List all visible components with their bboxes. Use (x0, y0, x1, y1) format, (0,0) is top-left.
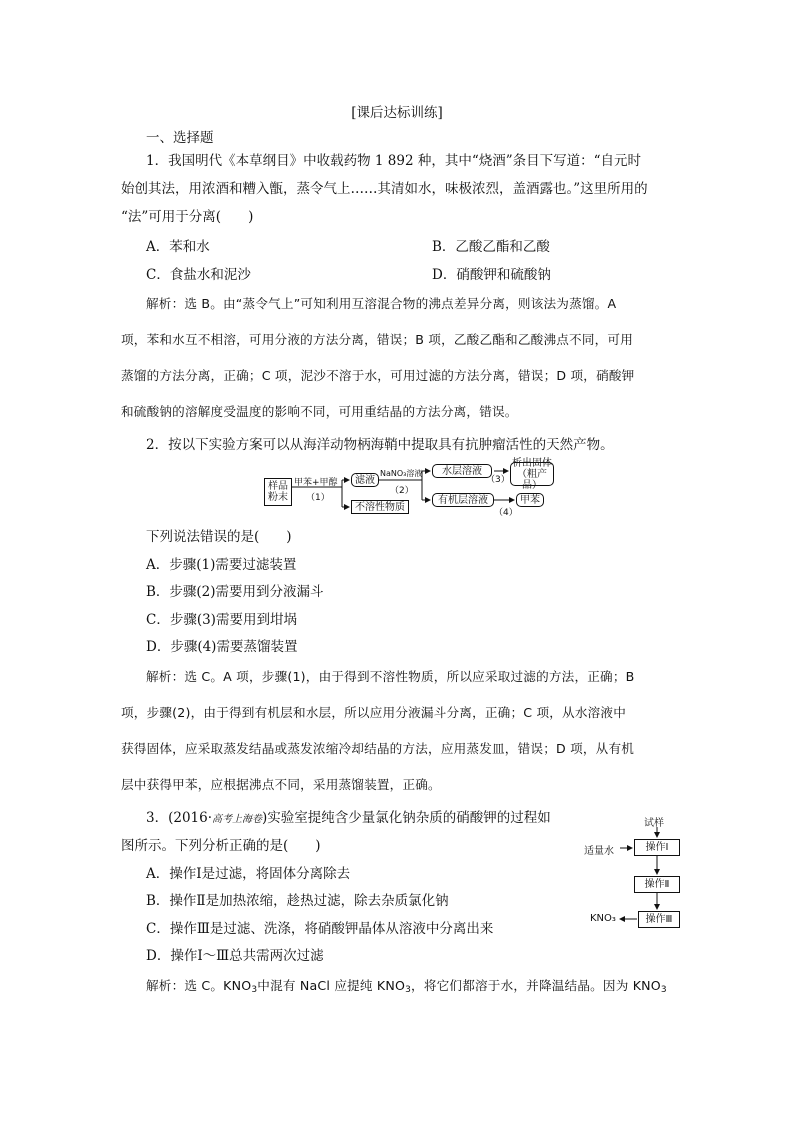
step1-label: （1） (306, 493, 330, 503)
q3-stem-line-1 (146, 806, 551, 826)
sample-label-line1: 样品 (268, 481, 288, 492)
q1-line-3: “法”可用于分离( ) (121, 209, 254, 225)
q3-prefix: 3．(2016· (146, 810, 213, 826)
toluene-box: 甲苯 (516, 493, 544, 507)
filtrate-box: 滤液 (351, 473, 379, 487)
solvent-label: 甲苯+甲醇 (294, 478, 338, 488)
q3-solution-line-1 (146, 975, 667, 995)
crude-solid-box (510, 457, 554, 491)
q1-option-d: D．硝酸钾和硫酸钠 (432, 267, 551, 283)
q1-option-b: B．乙酸乙酯和乙酸 (432, 239, 550, 255)
solid-label-line2: （粗产品） (517, 468, 547, 491)
step4-label: （4） (494, 508, 518, 518)
q3-stem-rest: )实验室提纯含少量氯化钠杂质的硝酸钾的过程如 (262, 810, 551, 826)
q3-option-a: A．操作Ⅰ是过滤，将固体分离除去 (146, 866, 351, 882)
sample-label-line2: 粉末 (268, 492, 288, 503)
water-label: 适量水 (584, 846, 614, 857)
q3-option-d: D．操作Ⅰ～Ⅲ总共需两次过滤 (146, 948, 324, 964)
q1-option-c: C．食盐水和泥沙 (146, 267, 251, 283)
q2-option-d: D．步骤(4)需要蒸馏装置 (146, 639, 298, 655)
q2-ask: 下列说法错误的是( ) (146, 529, 292, 545)
q3-sub-a: 3 (251, 985, 258, 995)
q1-line-1: 1．我国明代《本草纲目》中收载药物 1 892 种，其中“烧酒”条目下写道：“自元时 (146, 153, 642, 169)
q2-solution-line-2: 项，步骤(2)，由于得到有机层和水层，所以应用分液漏斗分离，正确；C 项，从水溶液中 (121, 705, 627, 720)
sample-powder-box (264, 478, 292, 506)
q3-source: 高考上海卷 (212, 814, 263, 825)
operation-3-box: 操作Ⅲ (638, 911, 680, 928)
q2-option-b: B．步骤(2)需要用到分液漏斗 (146, 584, 324, 600)
q2-stem: 2．按以下实验方案可以从海洋动物柄海鞘中提取具有抗肿瘤活性的天然产物。 (146, 437, 614, 453)
q3-sub-c: 3 (660, 985, 667, 995)
operation-2-box: 操作Ⅱ (634, 876, 680, 893)
step2-label: （2） (390, 486, 414, 496)
aqueous-solution-box: 水层溶液 (432, 464, 492, 478)
q3-solution-part-a: 解析：选 C。KNO (146, 978, 252, 993)
organic-solution-box: 有机层溶液 (432, 493, 494, 507)
operation-1-box: 操作Ⅰ (634, 839, 680, 856)
q1-line-2: 始创其法，用浓酒和糟入甑，蒸令气上……其清如水，味极浓烈，盖酒露也。”这里所用的 (121, 181, 648, 197)
solid-label-line1: 析出固体 (512, 457, 552, 469)
insoluble-box: 不溶性物质 (351, 500, 409, 514)
sample-label: 试样 (644, 818, 664, 829)
q1-solution-line-3: 蒸馏的方法分离，正确；C 项，泥沙不溶于水，可用过滤的方法分离，错误；D 项，硝酸钾 (121, 368, 635, 383)
q3-flow-diagram (582, 812, 692, 934)
q3-option-c: C．操作Ⅲ是过滤、洗涤，将硝酸钾晶体从溶液中分离出来 (146, 921, 494, 937)
q1-solution-line-4: 和硫酸钠的溶解度受温度的影响不同，可用重结晶的方法分离，错误。 (121, 404, 518, 419)
q2-solution-line-1: 解析：选 C。A 项，步骤(1)，由于得到不溶性物质，所以应采取过滤的方法，正确；B (146, 669, 635, 684)
q3-option-b: B．操作Ⅱ是加热浓缩，趁热过滤，除去杂质氯化钠 (146, 893, 449, 909)
q1-solution-line-2: 项，苯和水互不相溶，可用分液的方法分离，错误；B 项，乙酸乙酯和乙酸沸点不同，可用 (121, 332, 633, 347)
q2-solution-line-3: 获得固体，应采取蒸发结晶或蒸发浓缩冷却结晶的方法，应用蒸发皿，错误；D 项，从有机 (121, 741, 635, 756)
q1-option-a: A．苯和水 (146, 239, 210, 255)
q2-option-a: A．步骤(1)需要过滤装置 (146, 557, 297, 573)
q2-option-c: C．步骤(3)需要用到坩埚 (146, 612, 297, 628)
q3-solution-part-c: ，将它们都溶于水，并降温结晶。因为 KNO (411, 978, 661, 993)
q2-solution-line-4: 层中获得甲苯，应根据沸点不同，采用蒸馏装置，正确。 (121, 777, 441, 792)
q2-flow-diagram (258, 457, 558, 520)
kno3-product-label: KNO₃ (590, 913, 616, 924)
q3-sub-b: 3 (405, 985, 412, 995)
step3-label: （3） (486, 475, 510, 485)
reagent-label: NaNO₃溶液 (380, 469, 423, 478)
q3-stem-line-2: 图所示。下列分析正确的是( ) (121, 838, 321, 854)
q1-solution-line-1: 解析：选 B。由“蒸令气上”可知利用互溶混合物的沸点差异分离，则该法为蒸馏。A (146, 296, 617, 311)
section-heading: 一、选择题 (146, 130, 214, 146)
q3-solution-part-b: 中混有 NaCl 应提纯 KNO (257, 978, 406, 993)
page-title: [课后达标训练] (351, 105, 443, 121)
